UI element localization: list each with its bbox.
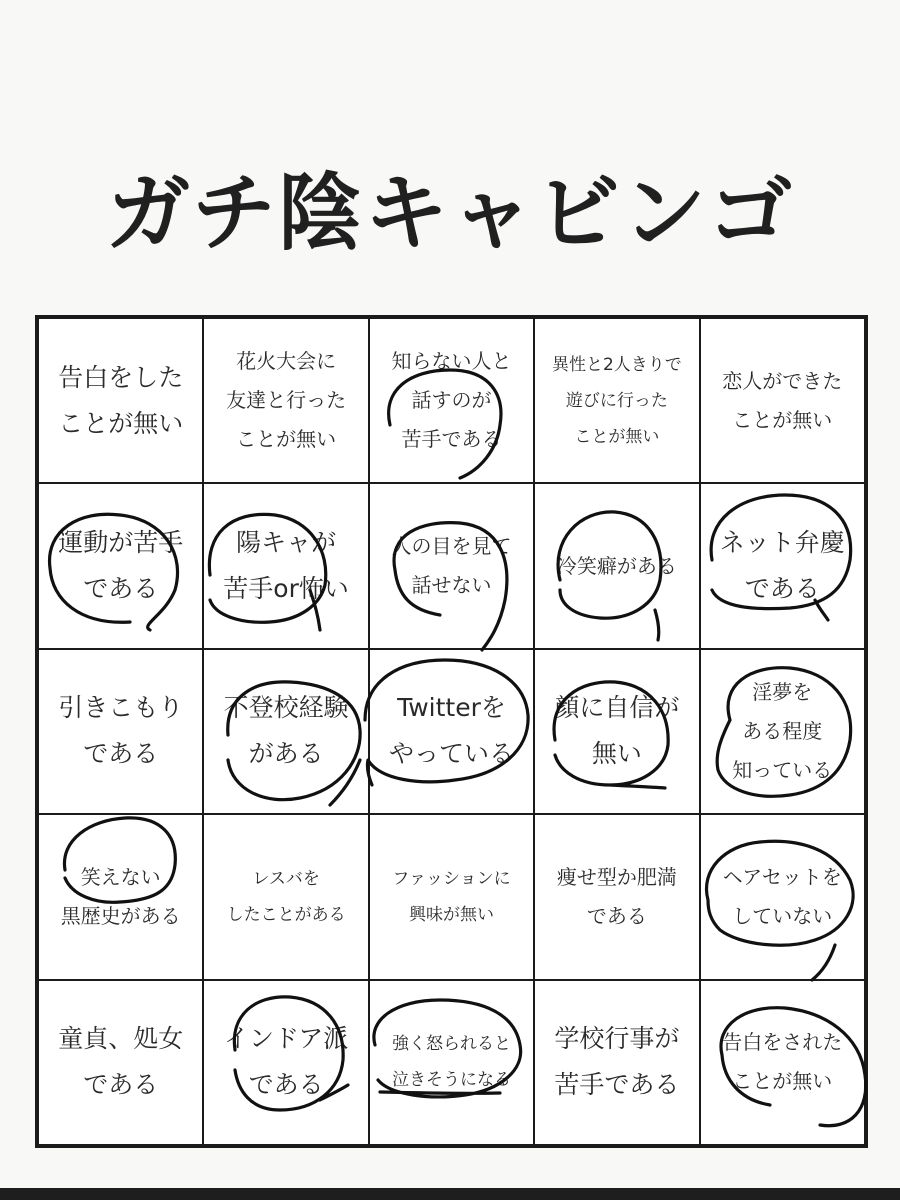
bingo-cell[interactable]: 冷笑癖がある (534, 483, 699, 648)
bingo-cell[interactable]: 運動が苦手 である (38, 483, 203, 648)
bingo-cell[interactable]: 告白をされた ことが無い (700, 980, 865, 1145)
bingo-cell[interactable]: ファッションに 興味が無い (369, 814, 534, 979)
bingo-cell[interactable]: 異性と2人きりで 遊びに行った ことが無い (534, 318, 699, 483)
bingo-cell[interactable]: レスバを したことがある (203, 814, 368, 979)
bingo-cell[interactable]: 恋人ができた ことが無い (700, 318, 865, 483)
bingo-cell[interactable]: ヘアセットを していない (700, 814, 865, 979)
bingo-cell[interactable]: 引きこもり である (38, 649, 203, 814)
bingo-cell[interactable]: 童貞、処女 である (38, 980, 203, 1145)
bingo-cell[interactable]: 強く怒られると 泣きそうになる (369, 980, 534, 1145)
bingo-cell[interactable]: 痩せ型か肥満 である (534, 814, 699, 979)
bingo-cell[interactable]: 人の目を見て 話せない (369, 483, 534, 648)
bingo-cell[interactable]: 顔に自信が 無い (534, 649, 699, 814)
bingo-cell[interactable]: 告白をした ことが無い (38, 318, 203, 483)
bingo-cell[interactable]: 陽キャが 苦手or怖い (203, 483, 368, 648)
bingo-cell[interactable]: 笑えない 黒歴史がある (38, 814, 203, 979)
bingo-cell[interactable]: ネット弁慶 である (700, 483, 865, 648)
bottom-bar (0, 1188, 900, 1200)
bingo-cell[interactable]: 知らない人と 話すのが 苦手である (369, 318, 534, 483)
page-title: ガチ陰キャビンゴ (105, 164, 794, 262)
bingo-cell[interactable]: 学校行事が 苦手である (534, 980, 699, 1145)
bingo-cell[interactable]: インドア派 である (203, 980, 368, 1145)
bingo-board (35, 315, 868, 1148)
bingo-cell[interactable]: 淫夢を ある程度 知っている (700, 649, 865, 814)
bingo-cell[interactable]: 不登校経験 がある (203, 649, 368, 814)
bingo-cell[interactable]: Twitterを やっている (369, 649, 534, 814)
bingo-cell[interactable]: 花火大会に 友達と行った ことが無い (203, 318, 368, 483)
